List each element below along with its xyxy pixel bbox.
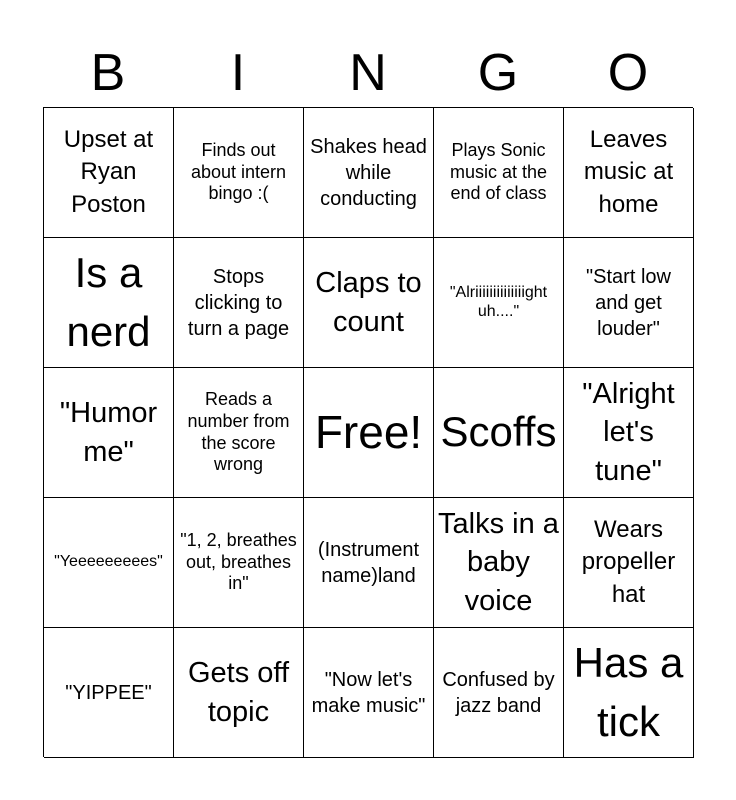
bingo-cell-r5-c4[interactable]: Confused by jazz band xyxy=(434,628,564,758)
header-letter-n: N xyxy=(349,44,387,102)
bingo-cell-r4-c3[interactable]: (Instrument name)land xyxy=(304,498,434,628)
bingo-cell-r3-c4[interactable]: Scoffs xyxy=(434,368,564,498)
bingo-cell-r1-c2[interactable]: Finds out about intern bingo :( xyxy=(174,108,304,238)
bingo-cell-r4-c5[interactable]: Wears propeller hat xyxy=(564,498,694,628)
bingo-cell-r2-c4[interactable]: "Alriiiiiiiiiiiiiight uh...." xyxy=(434,238,564,368)
bingo-board xyxy=(43,107,693,757)
bingo-cell-r3-c1[interactable]: "Humor me" xyxy=(44,368,174,498)
bingo-cell-r2-c2[interactable]: Stops clicking to turn a page xyxy=(174,238,304,368)
bingo-cell-r1-c4[interactable]: Plays Sonic music at the end of class xyxy=(434,108,564,238)
bingo-header xyxy=(43,40,693,106)
bingo-cell-r5-c5[interactable]: Has a tick xyxy=(564,628,694,758)
bingo-cell-r2-c5[interactable]: "Start low and get louder" xyxy=(564,238,694,368)
bingo-cell-r4-c2[interactable]: "1, 2, breathes out, breathes in" xyxy=(174,498,304,628)
bingo-cell-r3-c2[interactable]: Reads a number from the score wrong xyxy=(174,368,304,498)
bingo-cell-r1-c5[interactable]: Leaves music at home xyxy=(564,108,694,238)
bingo-cell-r5-c2[interactable]: Gets off topic xyxy=(174,628,304,758)
bingo-cell-r3-c5[interactable]: "Alright let's tune" xyxy=(564,368,694,498)
bingo-cell-r5-c1[interactable]: "YIPPEE" xyxy=(44,628,174,758)
bingo-cell-r4-c1[interactable]: "Yeeeeeeeees" xyxy=(44,498,174,628)
bingo-cell-r4-c4[interactable]: Talks in a baby voice xyxy=(434,498,564,628)
header-letter-o: O xyxy=(607,44,649,102)
bingo-cell-r5-c3[interactable]: "Now let's make music" xyxy=(304,628,434,758)
bingo-cell-r2-c3[interactable]: Claps to count xyxy=(304,238,434,368)
header-letter-g: G xyxy=(477,44,519,102)
bingo-cell-r1-c1[interactable]: Upset at Ryan Poston xyxy=(44,108,174,238)
bingo-cell-r1-c3[interactable]: Shakes head while conducting xyxy=(304,108,434,238)
bingo-cell-r3-c3-free[interactable]: Free! xyxy=(304,368,434,498)
header-letter-b: B xyxy=(90,44,126,102)
header-letter-i: I xyxy=(230,44,246,102)
bingo-cell-r2-c1[interactable]: Is a nerd xyxy=(44,238,174,368)
